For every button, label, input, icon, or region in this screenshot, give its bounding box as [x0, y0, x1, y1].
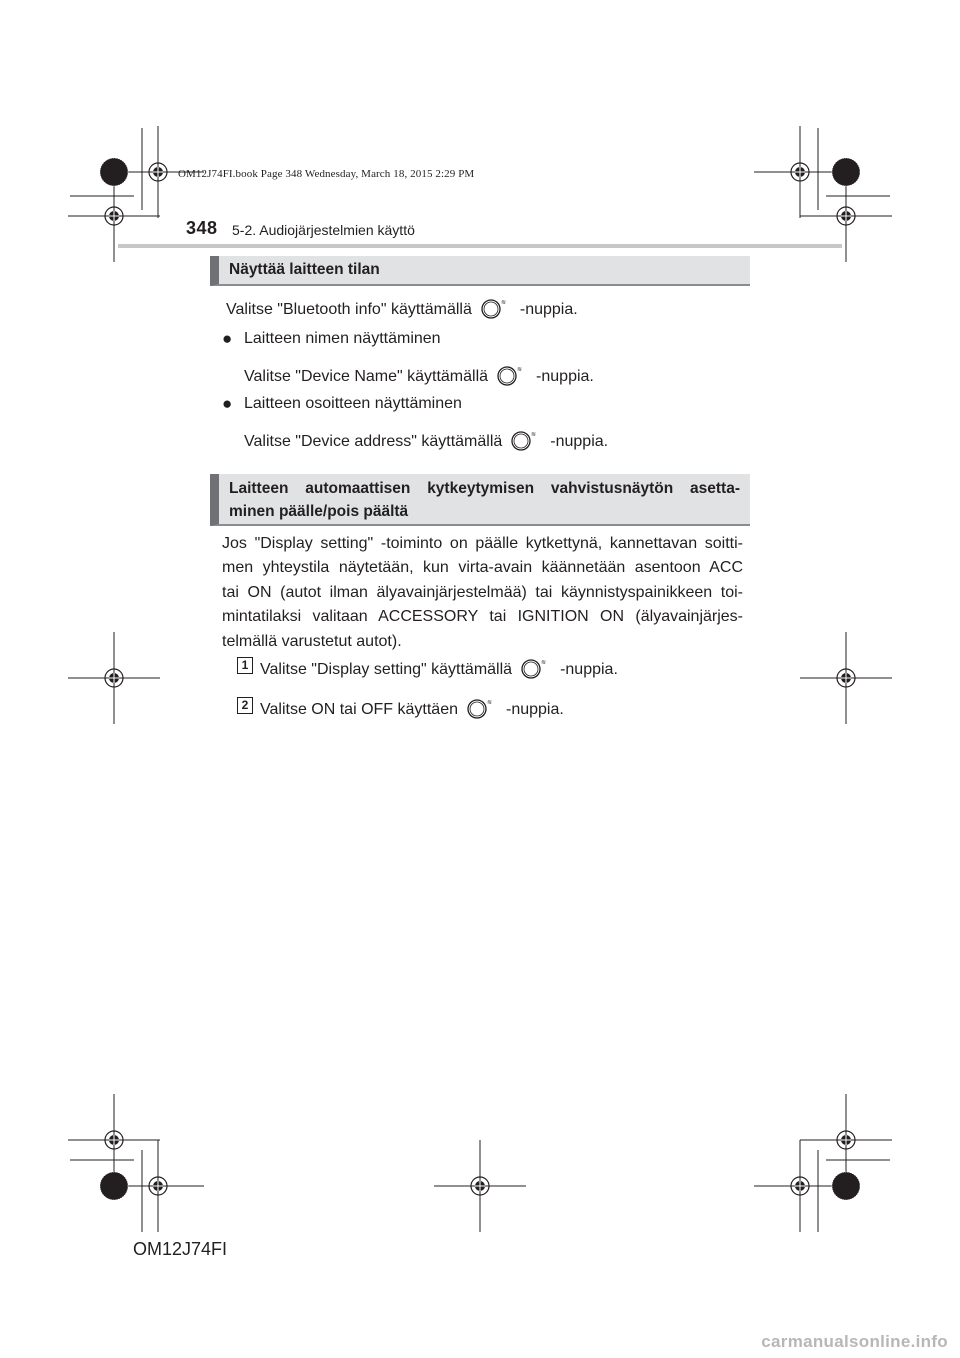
- bullet-icon: ●: [222, 394, 233, 413]
- tune-knob-icon: [508, 428, 544, 448]
- bullet-icon: ●: [222, 329, 233, 348]
- instruction-line: [226, 296, 578, 319]
- starburst-mark-icon: [100, 1172, 128, 1200]
- heading-line: minen päälle/pois päältä: [229, 503, 409, 520]
- header-divider: [118, 244, 842, 248]
- svg-text:≋: ≋: [517, 367, 523, 373]
- heading-line: Laitteen automaattisen kytkeytymisen vahvistusnäytön asetta-: [229, 480, 740, 497]
- starburst-mark-icon: [832, 158, 860, 186]
- paragraph-line: mintatilaksi valitaan ACCESSORY tai IGNITION ON (älyavainjärjes-: [222, 608, 743, 626]
- instruction-line: [244, 428, 608, 451]
- body-paragraph: [222, 532, 743, 654]
- instruction-text: Valitse "Display setting" käyttämällä: [260, 661, 513, 678]
- instruction-line: [244, 363, 594, 386]
- section-title: 5-2. Audiojärjestelmien käyttö: [232, 222, 415, 238]
- bullet-title: Laitteen osoitteen näyttäminen: [244, 395, 462, 412]
- tune-knob-icon: [518, 656, 554, 676]
- instruction-text: -nuppia.: [560, 661, 618, 678]
- svg-text:≋: ≋: [487, 700, 493, 706]
- instruction-text: Valitse "Device Name" käyttämällä: [244, 368, 489, 385]
- section-heading: [210, 474, 750, 526]
- paragraph-line: tai ON (autot ilman älyavainjärjestelmää) tai käynnistyspainikkeen toi-: [222, 583, 743, 601]
- bullet-title: Laitteen nimen näyttäminen: [244, 330, 441, 347]
- instruction-text: Valitse "Bluetooth info" käyttämällä: [226, 301, 472, 318]
- svg-text:≋: ≋: [541, 660, 547, 666]
- svg-text:≋: ≋: [531, 432, 537, 438]
- paragraph-line: men yhteystila näytetään, kun virta-avain käännetään asentoon ACC: [222, 559, 743, 577]
- registration-mark-icon: [434, 1140, 526, 1232]
- instruction-text: -nuppia.: [550, 433, 609, 450]
- instruction-text: Valitse ON tai OFF käyttäen: [260, 701, 458, 718]
- step-number-box: 2: [237, 697, 253, 714]
- registration-mark-icon: [800, 632, 892, 724]
- tune-knob-icon: [464, 696, 500, 716]
- tune-knob-icon: [494, 363, 530, 383]
- instruction-text: -nuppia.: [536, 368, 594, 385]
- instruction-line: [260, 656, 618, 679]
- starburst-mark-icon: [832, 1172, 860, 1200]
- paragraph-line: telmällä varustetut autot).: [222, 632, 402, 650]
- registration-mark-icon: [68, 632, 160, 724]
- instruction-line: [260, 696, 564, 719]
- step-number-box: 1: [237, 657, 253, 674]
- page-number: 348: [186, 218, 218, 238]
- file-stamp: OM12J74FI.book Page 348 Wednesday, March 18, 2015 2:29 PM: [178, 168, 475, 180]
- paragraph-line: Jos "Display setting" -toiminto on päälle kytkettynä, kannettavan soitti-: [222, 535, 743, 552]
- document-code: OM12J74FI: [133, 1239, 228, 1259]
- instruction-text: -nuppia.: [519, 301, 578, 318]
- instruction-text: -nuppia.: [506, 701, 564, 718]
- starburst-mark-icon: [100, 158, 128, 186]
- tune-knob-icon: [478, 296, 514, 316]
- instruction-text: Valitse "Device address" käyttämällä: [244, 433, 503, 450]
- section-heading: Näyttää laitteen tilan: [210, 256, 750, 286]
- watermark: carmanualsonline.info: [761, 1332, 948, 1351]
- svg-text:≋: ≋: [500, 300, 506, 306]
